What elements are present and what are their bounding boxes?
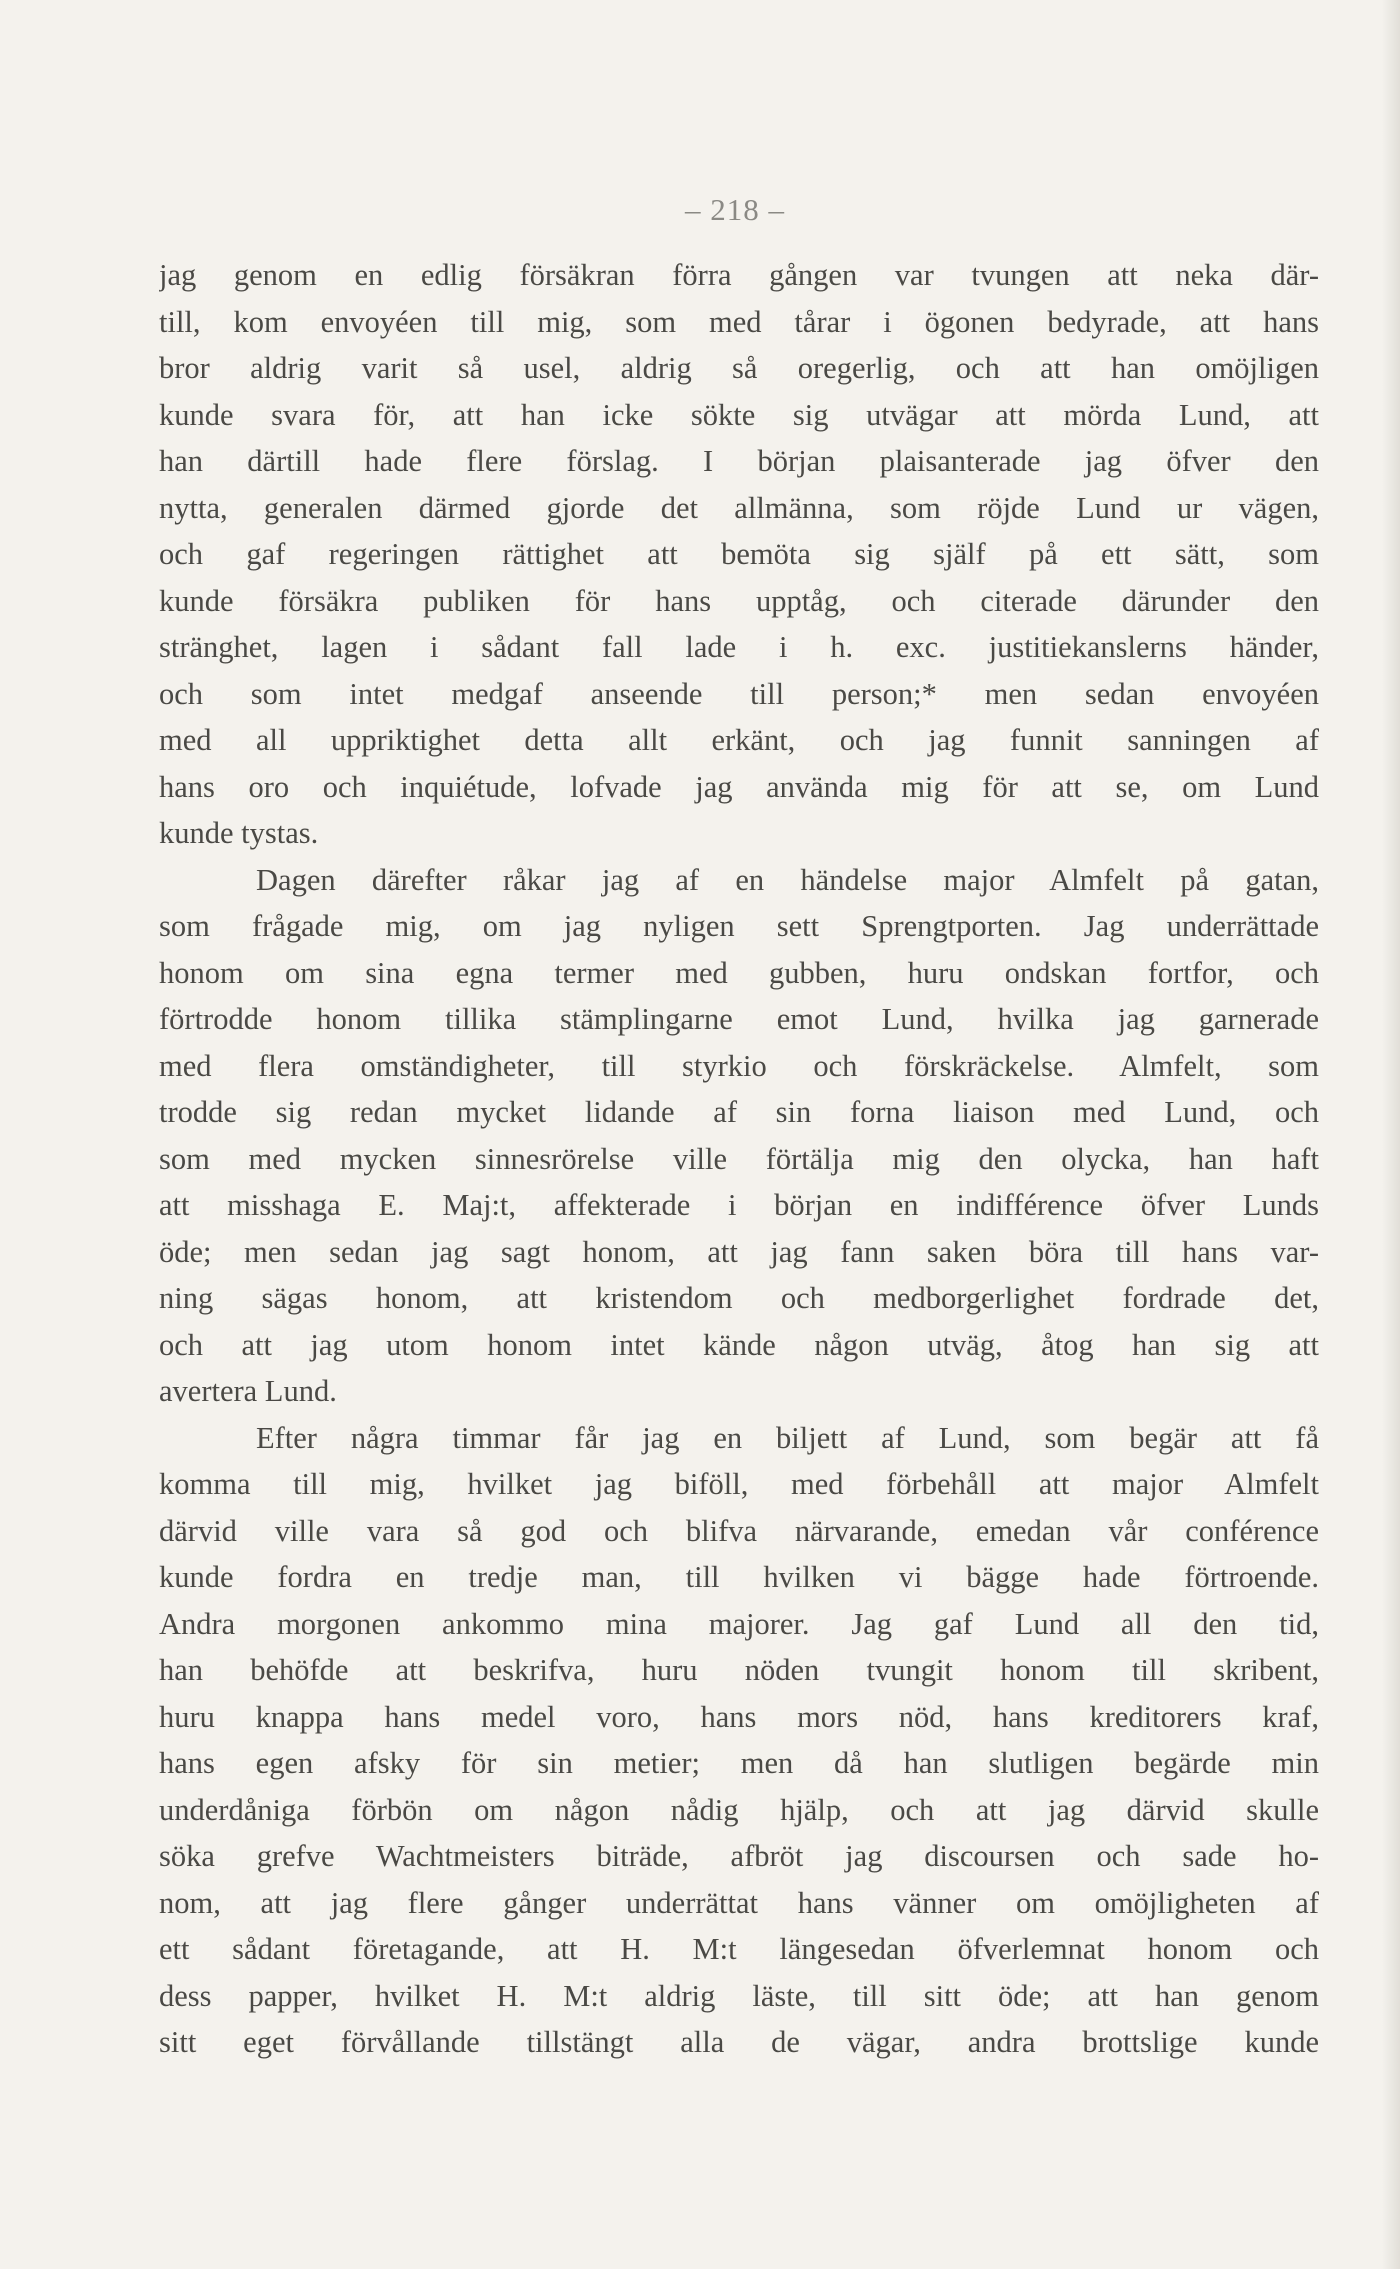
text-line: bror aldrig varit så usel, aldrig så oregerlig, och att han omöjligen — [159, 351, 1319, 385]
text-line: trodde sig redan mycket lidande af sin forna liaison med Lund, och — [159, 1095, 1319, 1129]
text-line: Efter några timmar får jag en biljett af Lund, som begär att få — [256, 1420, 1319, 1455]
text-line: stränghet, lagen i sådant fall lade i h. exc. justitiekanslerns händer, — [159, 630, 1319, 664]
text-line: att misshaga E. Maj:t, affekterade i början en indifférence öfver Lunds — [159, 1188, 1319, 1222]
text-line: kunde tystas. — [159, 816, 319, 850]
text-line: Dagen därefter råkar jag af en händelse major Almfelt på gatan, — [256, 862, 1319, 897]
text-line: öde; men sedan jag sagt honom, att jag fann saken böra till hans var- — [159, 1234, 1319, 1269]
page-number: – 218 – — [685, 192, 785, 227]
text-line: honom om sina egna termer med gubben, huru ondskan fortfor, och — [159, 955, 1319, 990]
text-line: underdåniga förbön om någon nådig hjälp, och att jag därvid skulle — [159, 1792, 1319, 1827]
text-line: med all uppriktighet detta allt erkänt, och jag funnit sanningen af — [159, 723, 1319, 757]
text-line: ett sådant företagande, att H. M:t längesedan öfverlemnat honom och — [159, 1932, 1319, 1966]
text-line: till, kom envoyéen till mig, som med tårar i ögonen bedyrade, att hans — [159, 304, 1319, 339]
text-line: söka grefve Wachtmeisters biträde, afbröt jag discoursen och sade ho- — [159, 1839, 1319, 1873]
text-line: kunde svara för, att han icke sökte sig utvägar att mörda Lund, att — [159, 397, 1319, 432]
text-line: hans oro och inquiétude, lofvade jag använda mig för att se, om Lund — [159, 769, 1319, 804]
text-line: därvid ville vara så god och blifva närvarande, emedan vår conférence — [159, 1513, 1319, 1548]
text-line: kunde fordra en tredje man, till hvilken vi bägge hade förtroende. — [159, 1560, 1319, 1594]
text-line: dess papper, hvilket H. M:t aldrig läste, till sitt öde; att han genom — [159, 1978, 1319, 2013]
text-line: och att jag utom honom intet kände någon utväg, åtog han sig att — [159, 1327, 1319, 1362]
text-line: som frågade mig, om jag nyligen sett Sprengtporten. Jag underrättade — [159, 909, 1319, 943]
text-line: ning sägas honom, att kristendom och medborgerlighet fordrade det, — [159, 1281, 1319, 1315]
text-line: nytta, generalen därmed gjorde det allmänna, som röjde Lund ur vägen, — [159, 490, 1319, 525]
text-line: huru knappa hans medel voro, hans mors nöd, hans kreditorers kraf, — [159, 1699, 1319, 1734]
text-line: han behöfde att beskrifva, huru nöden tvungit honom till skribent, — [159, 1653, 1319, 1687]
text-line: förtrodde honom tillika stämplingarne emot Lund, hvilka jag garnerade — [159, 1002, 1319, 1036]
text-line: kunde försäkra publiken för hans upptåg, och citerade därunder den — [159, 583, 1319, 618]
text-line: nom, att jag flere gånger underrättat hans vänner om omöjligheten af — [159, 1885, 1319, 1920]
body-text — [159, 252, 1319, 2066]
text-line: som med mycken sinnesrörelse ville förtälja mig den olycka, han haft — [159, 1141, 1319, 1176]
text-line: hans egen afsky för sin metier; men då han slutligen begärde min — [159, 1746, 1319, 1780]
text-line: jag genom en edlig försäkran förra gången var tvungen att neka där- — [159, 258, 1319, 292]
text-line: Andra morgonen ankommo mina majorer. Jag gaf Lund all den tid, — [159, 1606, 1319, 1641]
text-line: avertera Lund. — [159, 1374, 337, 1408]
text-line: komma till mig, hvilket jag biföll, med förbehåll att major Almfelt — [159, 1467, 1319, 1501]
text-line: med flera omständigheter, till styrkio och förskräckelse. Almfelt, som — [159, 1048, 1319, 1083]
page-edge-shadow — [1382, 0, 1400, 2269]
text-line: sitt eget förvållande tillstängt alla de vägar, andra brottslige kunde — [159, 2025, 1319, 2059]
text-line: och gaf regeringen rättighet att bemöta sig själf på ett sätt, som — [159, 537, 1319, 571]
text-line: han därtill hade flere förslag. I början plaisanterade jag öfver den — [159, 444, 1319, 478]
text-line: och som intet medgaf anseende till person;* men sedan envoyéen — [159, 676, 1319, 711]
